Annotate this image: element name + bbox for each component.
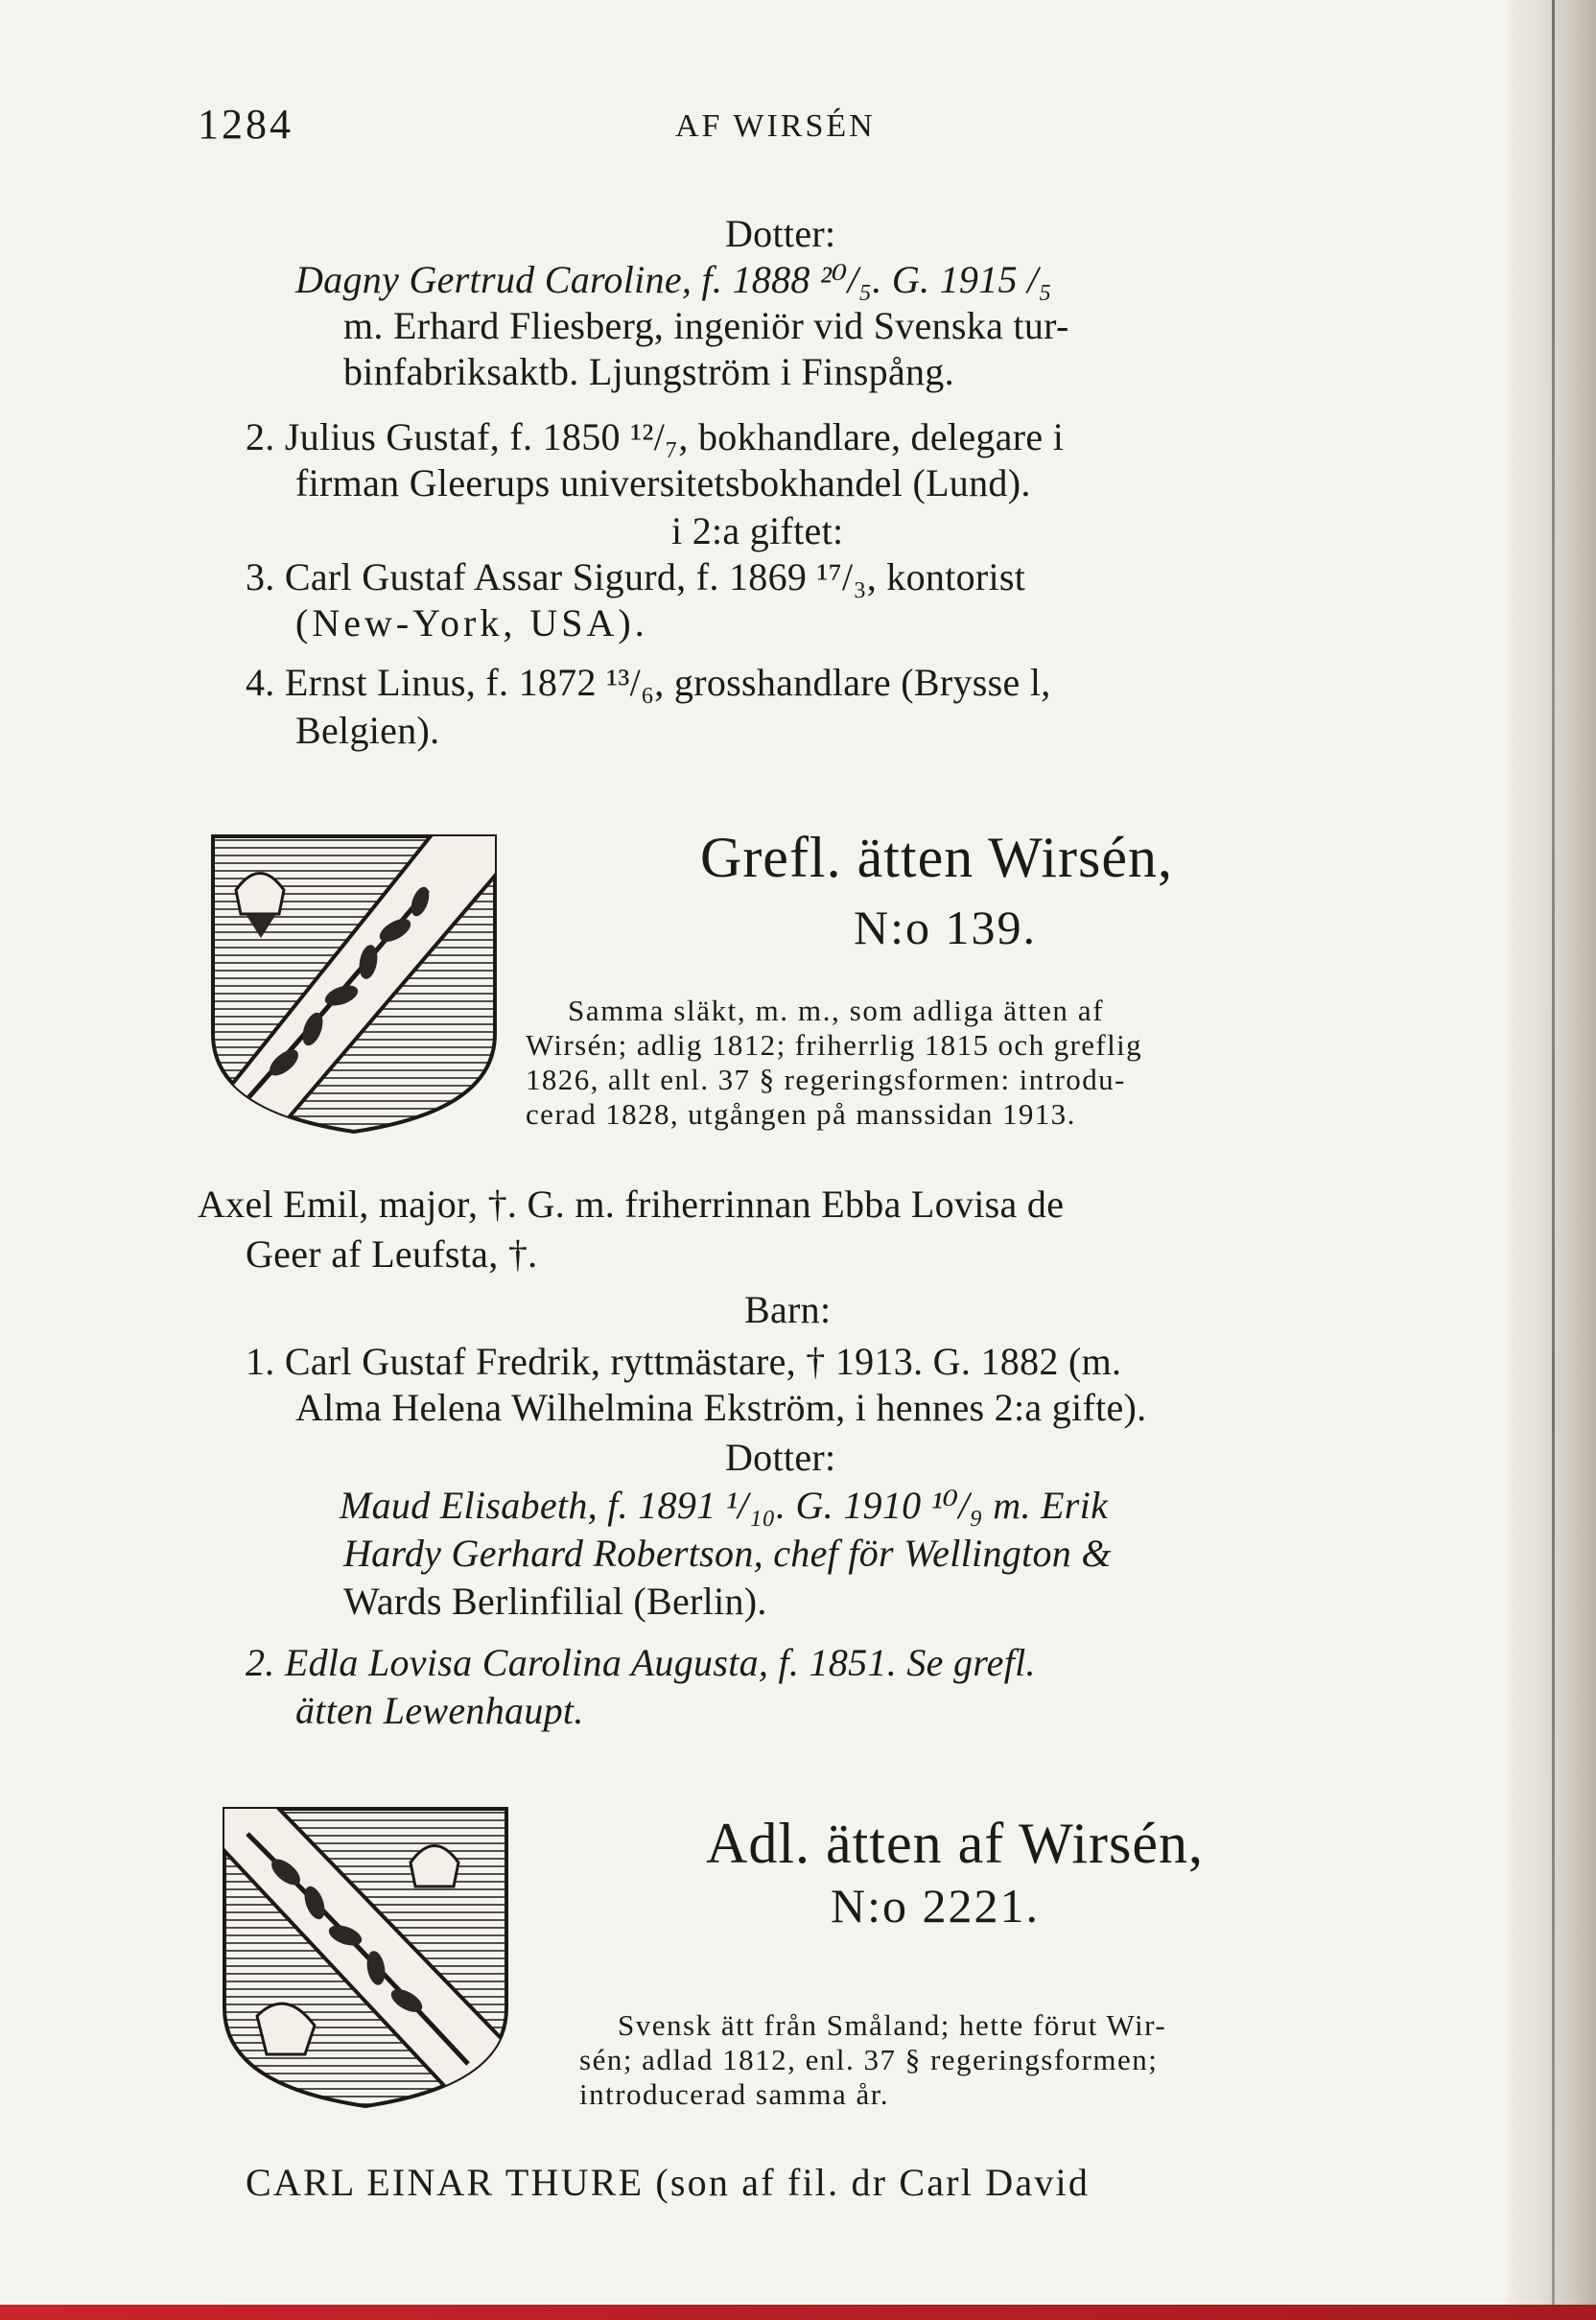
text-line: Maud Elisabeth, f. 1891 ¹/₁₀. G. 1910 ¹⁰/₉ m. Erik — [340, 1484, 1109, 1527]
text-line: binfabriksaktb. Ljungström i Finspång. — [343, 350, 954, 393]
adl-number: N:o 2221. — [831, 1879, 1040, 1933]
binding-line — [1552, 0, 1555, 2320]
dotter-heading-2: Dotter: — [725, 1436, 836, 1479]
text-line: Wirsén; adlig 1812; friherrlig 1815 och greflig — [526, 1028, 1143, 1062]
text-line: sén; adlad 1812, enl. 37 § regeringsformen; — [579, 2043, 1159, 2076]
barn-heading: Barn: — [744, 1288, 832, 1331]
text-line: firman Gleerups universitetsbokhandel (Lund). — [295, 461, 1031, 504]
text-line: (New-York, USA). — [295, 601, 648, 644]
text-line: Hardy Gerhard Robertson, chef för Wellington & — [343, 1532, 1112, 1575]
text-line: introducerad samma år. — [579, 2077, 890, 2111]
footer-line: CARL EINAR THURE (son af fil. dr Carl David — [246, 2161, 1091, 2204]
grefl-number: N:o 139. — [854, 901, 1037, 954]
text-line: m. Erhard Fliesberg, ingeniör vid Svenska tur- — [343, 304, 1069, 347]
text-line: Svensk ätt från Småland; hette förut Wir- — [618, 2008, 1167, 2042]
text-line: Alma Helena Wilhelmina Ekström, i hennes 2:a gifte). — [295, 1386, 1147, 1429]
text-line: 1. Carl Gustaf Fredrik, ryttmästare, † 1913. G. 1882 (m. — [246, 1340, 1122, 1383]
adl-title: Adl. ätten af Wirsén, — [706, 1812, 1204, 1875]
running-title: AF WIRSÉN — [675, 108, 876, 144]
coat-of-arms-image — [207, 823, 501, 1137]
text-line: 4. Ernst Linus, f. 1872 ¹³/₆, grosshandlare (Brysse l, — [246, 661, 1051, 704]
text-line: Belgien). — [295, 709, 440, 752]
text-line: 2. Edla Lovisa Carolina Augusta, f. 1851. Se grefl. — [246, 1641, 1036, 1684]
text-line: cerad 1828, utgången på manssidan 1913. — [526, 1097, 1076, 1131]
bottom-red-strip — [0, 2305, 1596, 2320]
text-line: 1826, allt enl. 37 § regeringsformen: introdu- — [526, 1063, 1126, 1096]
dotter-heading: Dotter: — [725, 212, 836, 255]
page-edge — [1508, 0, 1596, 2320]
text-line: Axel Emil, major, †. G. m. friherrinnan Ebba Lovisa de — [198, 1183, 1065, 1226]
text-line: 3. Carl Gustaf Assar Sigurd, f. 1869 ¹⁷/₃, kontorist — [246, 555, 1026, 598]
text-line: Wards Berlinfilial (Berlin). — [343, 1580, 767, 1623]
grefl-title: Grefl. ätten Wirsén, — [700, 826, 1173, 889]
text-line: Geer af Leufsta, †. — [246, 1232, 538, 1276]
text-line: Samma släkt, m. m., som adliga ätten af — [568, 994, 1105, 1027]
coat-of-arms-image — [219, 1795, 512, 2112]
text-line: 2. Julius Gustaf, f. 1850 ¹²/₇, bokhandlare, delegare i — [246, 415, 1065, 458]
text-line: ätten Lewenhaupt. — [295, 1689, 584, 1732]
page-number: 1284 — [198, 101, 293, 148]
text-line: i 2:a giftet: — [671, 509, 844, 552]
text-line: Dagny Gertrud Caroline, f. 1888 ²⁰/₅. G. 1915 /₅ — [295, 258, 1052, 301]
